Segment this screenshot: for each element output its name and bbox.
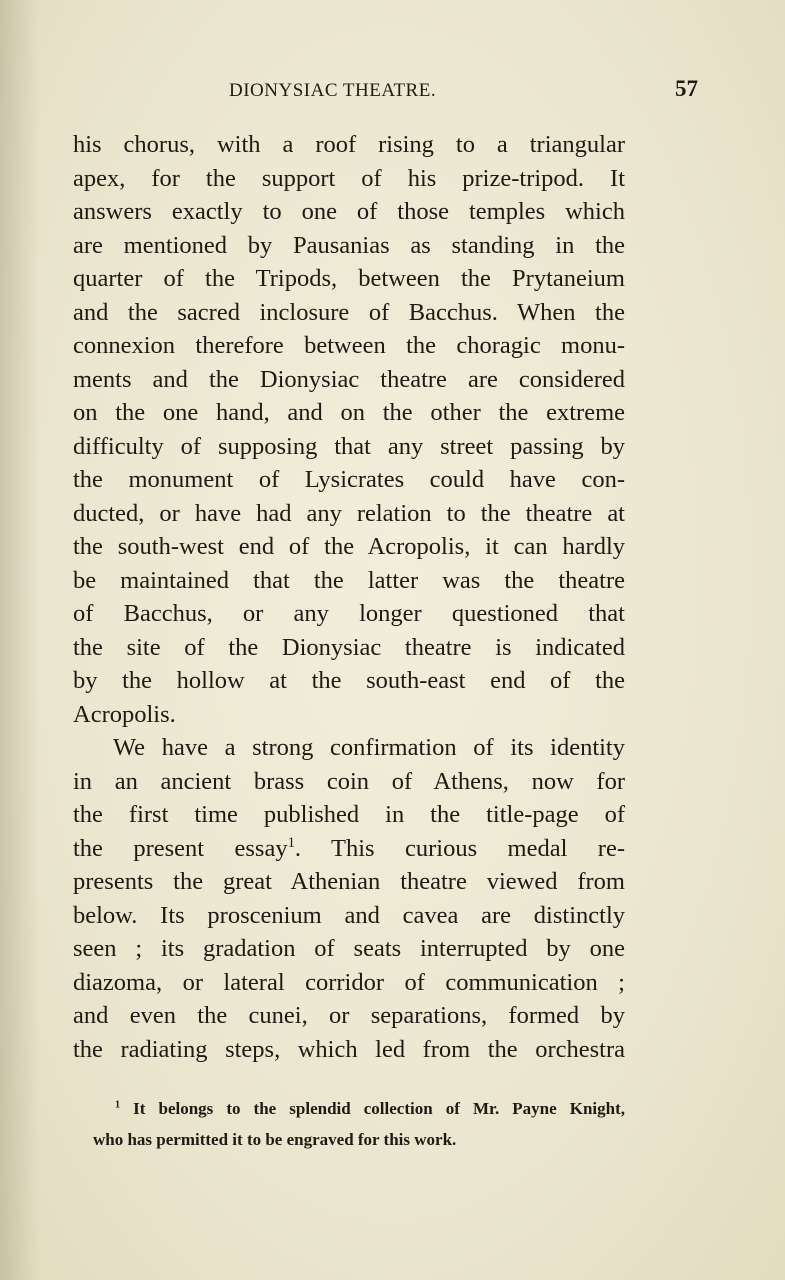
text-line: of Bacchus, or any longer questioned that (73, 600, 625, 627)
text-line: the site of the Dionysiac theatre is indicated (73, 633, 625, 661)
footnote-reference: 1 (287, 834, 295, 851)
text-line: his chorus, with a roof rising to a triangular (73, 131, 625, 158)
text-line: by the hollow at the south-east end of the (73, 667, 625, 694)
text-line: are mentioned by Pausanias as standing in the (73, 231, 625, 259)
text-line: the radiating steps, which led from the orchestra (73, 1035, 625, 1063)
footnote (93, 1093, 625, 1155)
running-title: DIONYSIAC THEATRE. (229, 80, 437, 101)
text-line: on the one hand, and on the other the extreme (73, 399, 625, 426)
text-line: seen ; its gradation of seats interrupted by one (73, 935, 625, 962)
paragraph-start-line: We have a strong confirmation of its identity (113, 734, 625, 761)
text-line-with-footnote-ref (73, 832, 625, 866)
text-fragment: . This curious medal re- (294, 834, 625, 862)
text-line: ducted, or have had any relation to the theatre at (73, 499, 625, 527)
footnote-line: who has permitted it to be engraved for this work. (93, 1130, 457, 1149)
text-line: be maintained that the latter was the theatre (73, 566, 625, 594)
text-line: the first time published in the title-page of (73, 801, 625, 828)
text-fragment: the present essay (73, 834, 288, 862)
text-line: quarter of the Tripods, between the Prytaneium (73, 265, 625, 292)
text-line: ments and the Dionysiac theatre are considered (73, 365, 625, 393)
body-text (73, 128, 625, 1066)
text-line: connexion therefore between the choragic monu- (73, 332, 625, 359)
footnote-line (93, 1093, 625, 1124)
page-number: 57 (675, 76, 698, 101)
text-line: answers exactly to one of those temples which (73, 198, 625, 225)
text-line: the monument of Lysicrates could have con- (73, 466, 625, 493)
text-line: Acropolis. (73, 700, 176, 728)
text-line: the south-west end of the Acropolis, it can hardly (73, 533, 625, 560)
text-line: and the sacred inclosure of Bacchus. When the (73, 298, 625, 326)
text-line: apex, for the support of his prize-tripod. It (73, 164, 625, 192)
text-line: diazoma, or lateral corridor of communication ; (73, 968, 625, 996)
text-line: difficulty of supposing that any street passing by (73, 432, 625, 460)
footnote-marker: 1 (115, 1099, 121, 1111)
page-gutter-shadow (0, 0, 40, 1280)
text-line: in an ancient brass coin of Athens, now for (73, 767, 625, 795)
text-line: presents the great Athenian theatre viewed from (73, 868, 625, 895)
text-line: and even the cunei, or separations, formed by (73, 1002, 625, 1029)
text-line: below. Its proscenium and cavea are distinctly (73, 901, 625, 929)
footnote-text: It belongs to the splendid collection of Mr. Payne Knight, (133, 1099, 625, 1118)
